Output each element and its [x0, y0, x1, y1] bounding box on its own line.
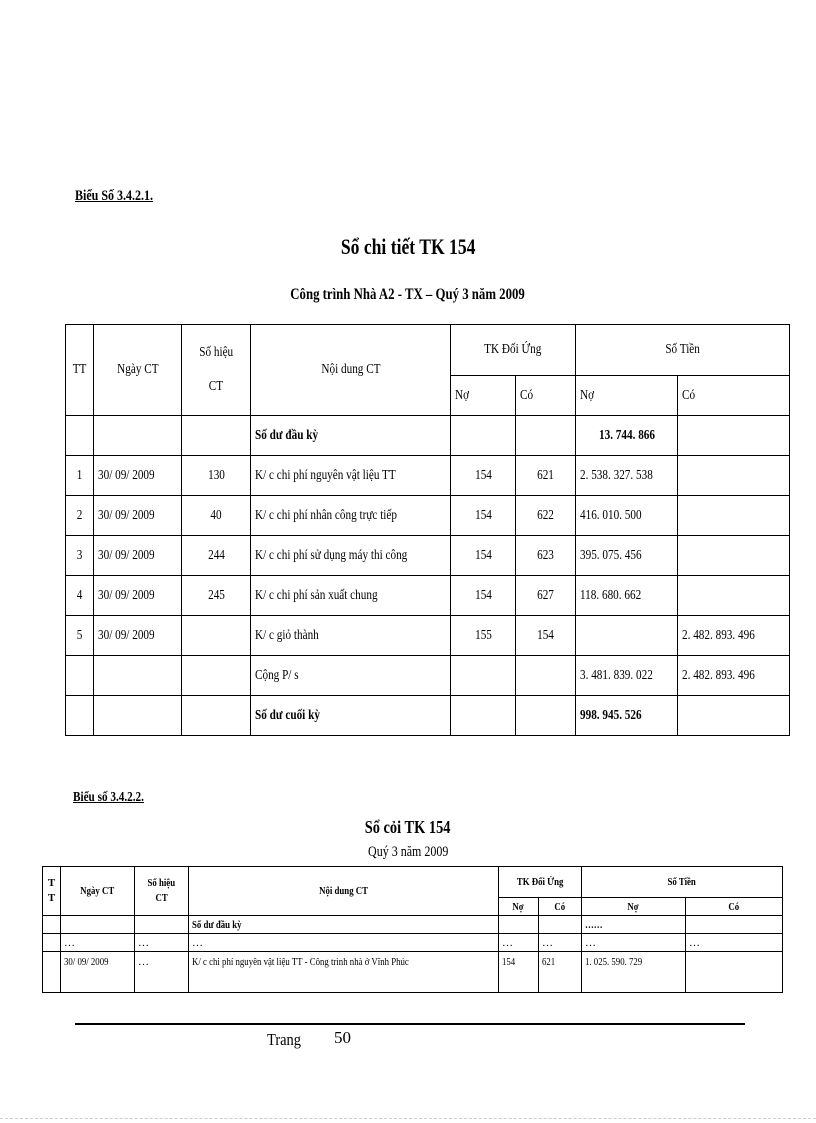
header-content: Nội dung CT [251, 325, 451, 416]
table-row: 5 30/ 09/ 2009 K/ c giỏ thành 155 154 2. 482. 893. 496 [66, 616, 790, 656]
header-amt-co: Có [678, 376, 790, 416]
header-voucher-no: Số hiệu CT [135, 867, 189, 916]
table-row: 1 30/ 09/ 2009 130 K/ c chi phí nguyên vật liệu TT 154 621 2. 538. 327. 538 [66, 456, 790, 496]
header-tt: T T [43, 867, 61, 916]
header-row [66, 325, 790, 376]
footer-page-label: Trang [267, 1030, 301, 1049]
header-amt-no: Nợ [582, 898, 686, 916]
opening-label: Số dư đầu kỳ [251, 416, 451, 456]
header-content: Nội dung CT [189, 867, 499, 916]
header-amt-co: Có [686, 898, 783, 916]
header-tk-no: Nợ [499, 898, 539, 916]
ledger-title: Sổ chi tiết TK 154 [340, 234, 476, 259]
table-row: 4 30/ 09/ 2009 245 K/ c chi phí sản xuất chung 154 627 118. 680. 662 [66, 576, 790, 616]
total-no: 3. 481. 839. 022 [576, 656, 678, 696]
header-voucher-no: Số hiệu CT [182, 325, 251, 416]
header-contra-account: TK Đối Ứng [451, 325, 576, 376]
closing-balance-row [66, 696, 790, 736]
ellipsis-row: … … … … … … … [43, 934, 783, 952]
header-amt-no: Nợ [576, 376, 678, 416]
header-contra-account: TK Đối Ứng [499, 867, 582, 898]
table-row: 30/ 09/ 2009 … K/ c chi phí nguyên vật liệu TT - Công trình nhà ở Vĩnh Phúc 154 621 1. 025. 590. 729 [43, 952, 783, 993]
header-row [43, 867, 783, 898]
ledger-subtitle: Công trình Nhà A2 - TX – Quý 3 năm 2009 [290, 286, 526, 303]
table-row: 3 30/ 09/ 2009 244 K/ c chi phí sử dụng máy thi công 154 623 395. 075. 456 [66, 536, 790, 576]
total-label: Cộng P/ s [251, 656, 451, 696]
header-amount: Số Tiền [582, 867, 783, 898]
header-tk-co: Có [539, 898, 582, 916]
header-tt: TT [66, 325, 94, 416]
general-ledger-subtitle: Quý 3 năm 2009 [367, 844, 449, 860]
opening-label: Số dư đầu kỳ [189, 916, 499, 934]
closing-amount: 998. 945. 526 [576, 696, 678, 736]
page-number: 50 [334, 1028, 351, 1047]
header-tk-no: Nợ [451, 376, 516, 416]
table-row: 2 30/ 09/ 2009 40 K/ c chi phí nhân công trực tiếp 154 622 416. 010. 500 [66, 496, 790, 536]
total-row [66, 656, 790, 696]
section2-label: Biểu số 3.4.2.2. [73, 790, 144, 805]
general-ledger-title: Sổ cỏi TK 154 [365, 817, 451, 837]
general-ledger-table [42, 866, 783, 993]
opening-balance-row [66, 416, 790, 456]
opening-amount: …… [582, 916, 686, 934]
header-amount: Số Tiền [576, 325, 790, 376]
footer-divider [75, 1023, 745, 1025]
opening-amount: 13. 744. 866 [576, 416, 678, 456]
header-date: Ngày CT [94, 325, 182, 416]
header-tk-co: Có [516, 376, 576, 416]
header-date: Ngày CT [61, 867, 135, 916]
closing-label: Số dư cuối kỳ [251, 696, 451, 736]
total-co: 2. 482. 893. 496 [678, 656, 790, 696]
section1-label: Biểu Số 3.4.2.1. [75, 188, 154, 204]
opening-balance-row [43, 916, 783, 934]
page-edge-divider [0, 1118, 816, 1120]
detail-ledger-table [65, 324, 790, 736]
